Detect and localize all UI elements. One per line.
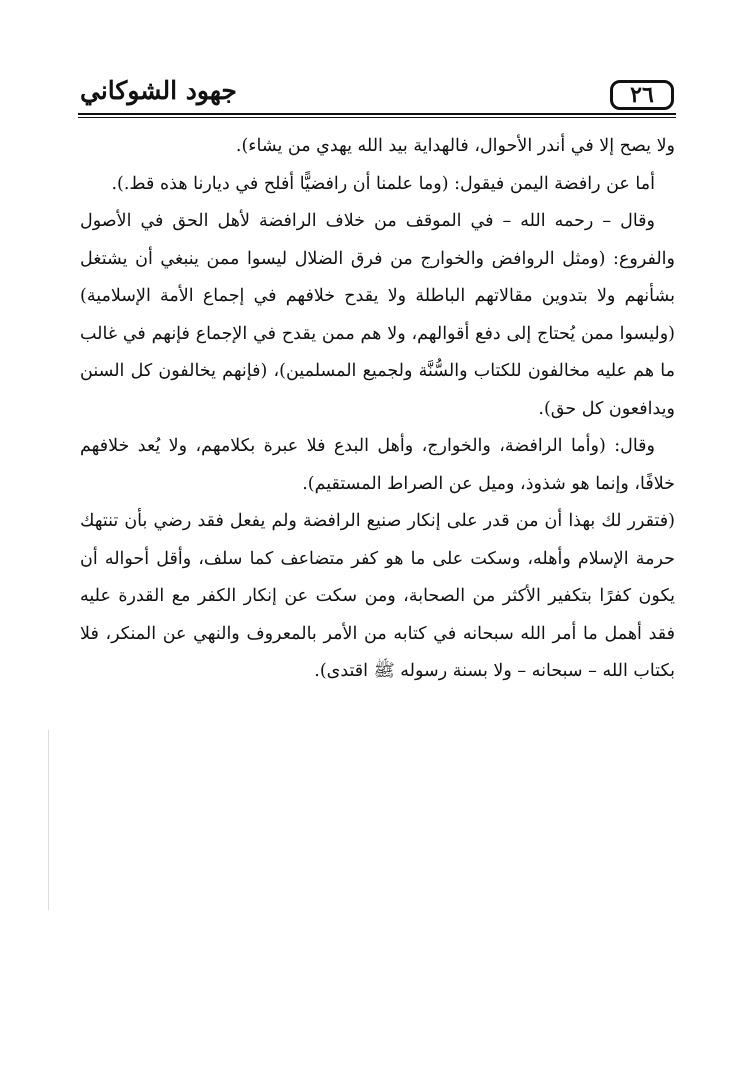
paragraph-2: أما عن رافضة اليمن فيقول: (وما علمنا أن رافضيًّا أفلح في ديارنا هذه قط.). — [111, 173, 655, 194]
page-header — [78, 62, 676, 112]
paragraph-5: (فتقرر لك بهذا أن من قدر على إنكار صنيع الرافضة ولم يفعل فقد رضي بأن تنتهك حرمة الإسلام وأهله، وسكت على ما هو كفر متضاعف كما سلف، وأقل أحواله أن يكون كفرًا بتكفير الأكثر من الصحابة، ومن سكت عن إنكار الكفر مع القدرة عليه فقد أهمل ما أمر الله سبحانه في كتابه من الأمر بالمعروف والنهي عن المنكر، فلا بكتاب الله – سبحانه – ولا بسنة رسوله ﷺ اقتدى). — [80, 511, 675, 681]
header-rule-thin — [78, 117, 676, 118]
body-text — [80, 128, 675, 691]
scan-margin-mark — [48, 730, 49, 910]
paragraph-3: وقال – رحمه الله – في الموقف من خلاف الرافضة لأهل الحق في الأصول والفروع: (ومثل الروافض والخوارج من فرق الضلال ليسوا ممن ينبغي أن يشتغل بشأنهم ولا بتدوين مقالاتهم الباطلة ولا يقدح خلافهم في إجماع الأمة الإسلامية) (وليسوا ممن يُحتاج إلى دفع أقوالهم، ولا هم ممن يقدح في الإجماع فإنهم في غالب ما هم عليه مخالفون للكتاب والسُّنَّة ولجميع المسلمين)، (فإنهم يخالفون كل السنن ويدافعون كل حق). — [80, 211, 675, 419]
paragraph-4: وقال: (وأما الرافضة، والخوارج، وأهل البدع فلا عبرة بكلامهم، ولا يُعد خلافهم خلافًا، وإنما هو شذوذ، وميل عن الصراط المستقيم). — [80, 436, 675, 494]
header-rule — [78, 113, 676, 115]
paragraph-1: ولا يصح إلا في أندر الأحوال، فالهداية بيد الله يهدي من يشاء). — [235, 136, 675, 156]
page-number: ٢٦ — [610, 80, 674, 110]
running-title: جهود الشوكاني — [80, 76, 237, 105]
